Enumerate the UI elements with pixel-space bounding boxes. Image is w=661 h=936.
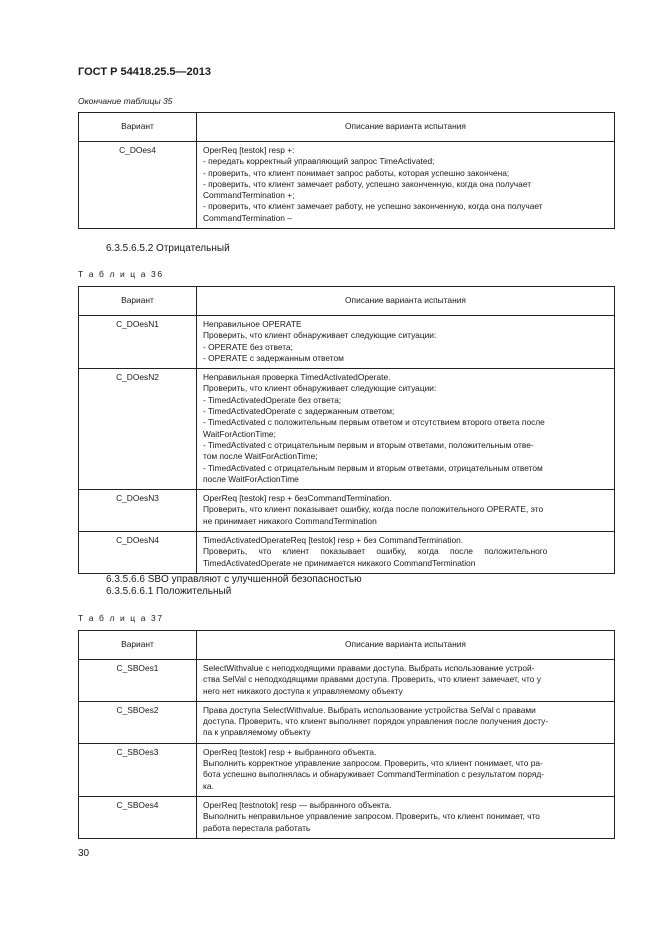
description-line: CommandTermination – — [203, 212, 292, 223]
column-header-variant: Вариант — [79, 113, 197, 142]
variant-cell: C_SBOes3 — [79, 743, 197, 796]
description-line: OperReq [testnotok] resp — выбранного объекта. — [203, 799, 392, 810]
description-line: - проверить, что клиент понимает запрос работы, которая успешно закончена; — [203, 167, 510, 178]
description-line: Неправильное OPERATE — [203, 319, 302, 329]
description-line: - TimedActivatedOperate с задержанным ответом; — [203, 406, 395, 417]
section-heading-sbo: 6.3.5.6.6 SBO управляют с улучшенной безопасностью — [106, 574, 362, 585]
column-header-description: Описание варианта испытания — [197, 631, 615, 660]
description-line: OperReq [testok] resp + безCommandTermination. — [203, 493, 392, 504]
description-line: Права доступа SelectWithvalue. Выбрать использование устройства SelVal с правами — [203, 704, 536, 715]
description-line: - TimedActivated с отрицательным первым и вторым ответами, положительным отве- — [203, 439, 534, 450]
description-line: Выполнить неправильное управление запросом. Проверить, что клиент понимает, что — [203, 811, 540, 822]
variant-cell: C_DOesN4 — [79, 532, 197, 574]
description-cell — [197, 142, 615, 229]
description-line: - OPERATE с задержанным ответом — [203, 352, 344, 363]
description-line: - проверить, что клиент замечает работу, успешно законченную, когда она получает — [203, 178, 532, 189]
table-row — [79, 142, 615, 229]
table-35 — [78, 112, 615, 229]
table-35-caption: Окончание таблицы 35 — [78, 96, 173, 106]
description-line: TimedActivatedOperateReq [testok] resp + без CommandTermination. — [203, 535, 464, 546]
description-line: не принимает никакого CommandTermination — [203, 515, 377, 526]
section-heading-negative: 6.3.5.6.5.2 Отрицательный — [106, 243, 230, 254]
description-line: после WaitForActionTime — [203, 473, 299, 484]
variant-cell: C_DOesN3 — [79, 490, 197, 532]
column-header-description: Описание варианта испытания — [197, 113, 615, 142]
description-line: Проверить, что клиент обнаруживает следующие ситуации: — [203, 330, 437, 341]
description-cell — [197, 316, 615, 369]
description-line: - TimedActivated с положительным первым ответом и отсутствием второго ответа после — [203, 417, 545, 428]
table-row — [79, 796, 615, 838]
description-cell — [197, 743, 615, 796]
table-row — [79, 490, 615, 532]
description-cell — [197, 369, 615, 490]
table-row — [79, 316, 615, 369]
description-line: том после WaitForActionTime; — [203, 451, 318, 462]
description-line: Проверить, что клиент показывает ошибку, когда после положительного OPERATE, это — [203, 504, 544, 515]
column-header-variant: Вариант — [79, 631, 197, 660]
table-row — [79, 369, 615, 490]
page-number: 30 — [78, 848, 90, 859]
description-line: - проверить, что клиент замечает работу, не успешно законченную, когда она получает — [203, 201, 543, 212]
table-header-row — [79, 631, 615, 660]
description-cell — [197, 796, 615, 838]
description-line: Проверить, что клиент обнаруживает следующие ситуации: — [203, 383, 437, 394]
table-37 — [78, 630, 615, 839]
section-heading-positive: 6.3.5.6.6.1 Положительный — [106, 586, 232, 597]
description-line: - TimedActivated с отрицательным первым и вторым ответами, отрицательным ответом — [203, 462, 543, 473]
description-line: - OPERATE без ответа; — [203, 341, 293, 352]
table-row — [79, 660, 615, 702]
description-cell — [197, 490, 615, 532]
variant-cell: C_SBOes4 — [79, 796, 197, 838]
description-line: па к управляемому объекту — [203, 727, 311, 738]
description-line: Проверить, что клиент показывает ошибку, когда после положительного — [203, 546, 548, 557]
description-line: OperReq [testok] resp +: — [203, 145, 295, 155]
document-header: ГОСТ Р 54418.25.5—2013 — [78, 66, 212, 78]
description-line: Неправильная проверка TimedActivatedOperate. — [203, 372, 391, 383]
description-line: WaitForActionTime; — [203, 428, 276, 439]
description-line: CommandTermination +; — [203, 190, 295, 201]
description-line: него нет никакого доступа к управляемому объекту — [203, 685, 403, 696]
description-line: SelectWithvalue с неподходящими правами доступа. Выбрать использование устрой- — [203, 663, 535, 673]
description-line: доступа. Проверить, что клиент выполняет порядок управления после получения досту- — [203, 716, 549, 727]
description-line: OperReq [testok] resp + выбранного объекта. — [203, 746, 377, 757]
table-37-caption: Т а б л и ц а 37 — [78, 613, 164, 623]
variant-cell: C_SBOes2 — [79, 701, 197, 743]
description-line: бота успешно выполнялась и обнаруживает CommandTermination с результатом поряд- — [203, 769, 545, 780]
description-line: работа перестала работать — [203, 822, 311, 833]
variant-cell: C_SBOes1 — [79, 660, 197, 702]
variant-cell: C_DOesN2 — [79, 369, 197, 490]
description-line: - передать корректный управляющий запрос TimeActivated; — [203, 156, 435, 167]
table-row — [79, 743, 615, 796]
variant-cell: C_DOes4 — [79, 142, 197, 229]
description-line: Выполнить корректное управление запросом. Проверить, что клиент понимает, что ра- — [203, 758, 543, 769]
description-cell — [197, 660, 615, 702]
table-36-caption: Т а б л и ц а 36 — [78, 269, 164, 279]
table-row — [79, 701, 615, 743]
description-cell — [197, 701, 615, 743]
description-line: ка. — [203, 780, 214, 791]
table-header-row — [79, 113, 615, 142]
description-cell — [197, 532, 615, 574]
column-header-variant: Вариант — [79, 287, 197, 316]
table-row — [79, 532, 615, 574]
description-line: TimedActivatedOperate не принимается никакого CommandTermination — [203, 557, 476, 568]
description-line: - TimedActivatedOperate без ответа; — [203, 394, 342, 405]
table-header-row — [79, 287, 615, 316]
column-header-description: Описание варианта испытания — [197, 287, 615, 316]
table-36 — [78, 286, 615, 574]
description-line: ства SelVal с неподходящими правами доступа. Проверить, что клиент замечает, что у — [203, 674, 541, 685]
variant-cell: C_DOesN1 — [79, 316, 197, 369]
